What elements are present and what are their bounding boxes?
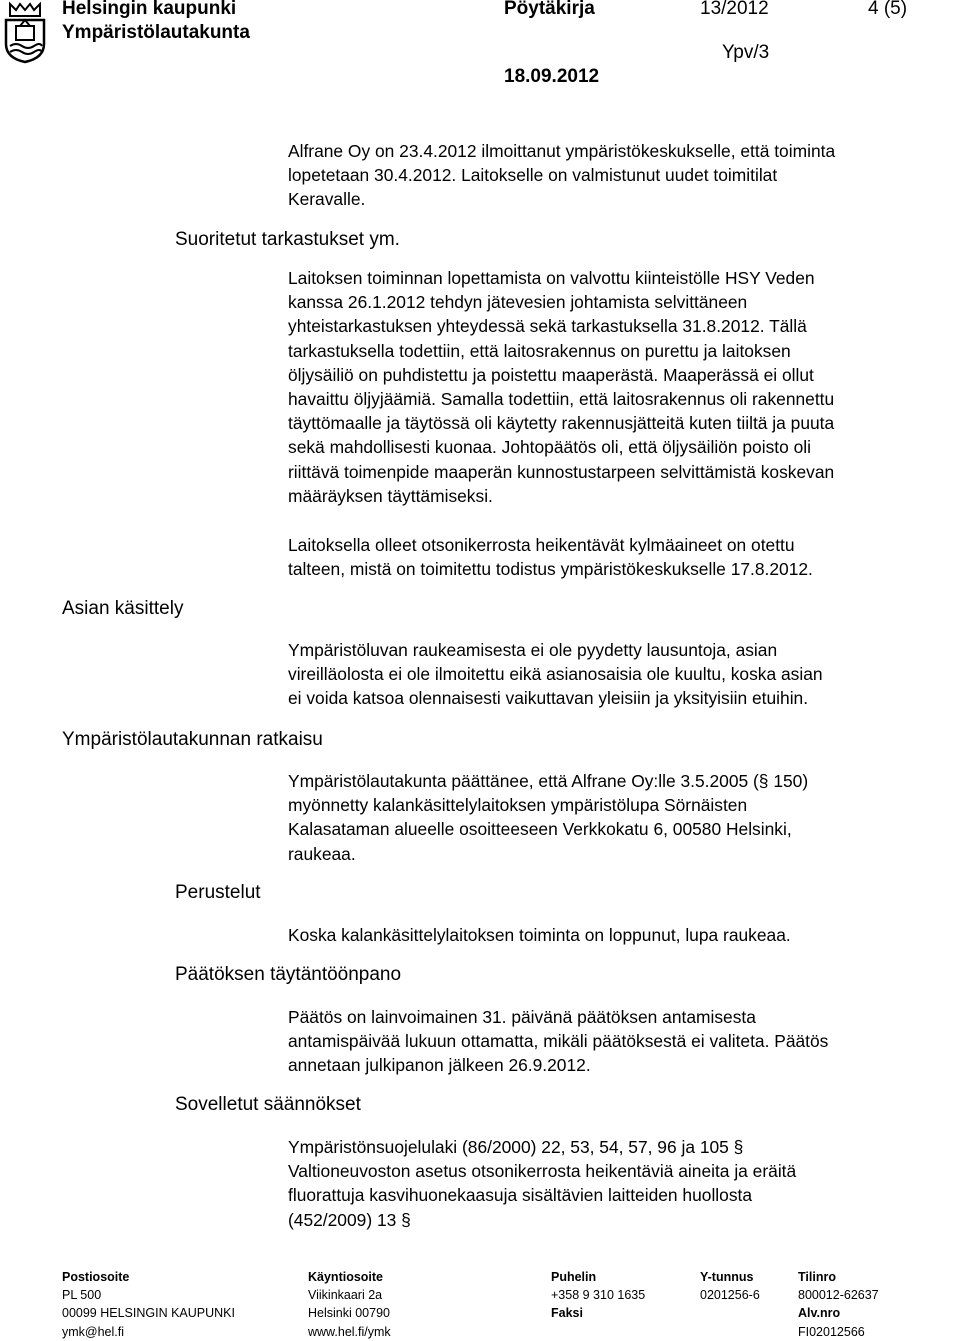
header-doc-type: Pöytäkirja	[504, 0, 595, 19]
text-line: Ympäristölautakunta päättänee, että Alfrane Oy:lle 3.5.2005 (§ 150)	[288, 771, 809, 791]
text-line: annetaan julkipanon jälkeen 26.9.2012.	[288, 1055, 591, 1076]
header-number: 13/2012	[700, 0, 769, 19]
enforcement-paragraph	[288, 1005, 948, 1078]
header-org: Helsingin kaupunki	[62, 0, 237, 19]
text-line: myönnetty kalankäsittelylaitoksen ympäristölupa Sörnäisten	[288, 795, 748, 816]
footer-postal-label: Postiosoite	[62, 1270, 130, 1284]
header-page: 4 (5)	[868, 0, 908, 19]
text-line: yhteistarkastuksen yhteydessä sekä tarkastuksella 31.8.2012. Tällä	[288, 316, 807, 337]
footer-vat-label: Alv.nro	[798, 1306, 841, 1321]
footer-visit	[308, 1268, 391, 1341]
inspections-label: Suoritetut tarkastukset ym.	[175, 229, 400, 250]
footer-postal	[62, 1268, 235, 1341]
text-line: Keravalle.	[288, 189, 366, 210]
text-line: sekä mahdollisesti kuonaa. Johtopäätös oli, että öljysäiliön poisto oli	[288, 437, 811, 458]
text-line: havaittu öljyjäämiä. Samalla todettiin, että laitosrakennus oli rakennettu	[288, 389, 835, 410]
header-section: Ypv/3	[722, 42, 770, 63]
footer-account-value: 800012-62637	[798, 1288, 879, 1303]
footer-account-label: Tilinro	[798, 1270, 836, 1284]
footer-visit-line: Viikinkaari 2a	[308, 1288, 383, 1303]
header-date: 18.09.2012	[504, 66, 600, 87]
text-line: fluorattuja kasvihuonekaasuja sisältävien laitteiden huollosta	[288, 1185, 753, 1206]
footer-business-id-value: 0201256-6	[700, 1288, 760, 1303]
footer-visit-line: Helsinki 00790	[308, 1306, 390, 1321]
helsinki-crest-icon	[2, 0, 48, 64]
text-line: ei voida katsoa olennaisesti vaikuttavan yleisiin ja yksityisiin etuihin.	[288, 688, 809, 709]
text-line: riittävä toimenpide maaperän kunnostustarpeen selvittämistä koskevan	[288, 461, 835, 482]
text-line: kanssa 26.1.2012 tehdyn jätevesien johtamista selvittäneen	[288, 292, 748, 313]
text-line: talteen, mistä on toimitettu todistus ympäristökeskukselle 17.8.2012.	[288, 559, 813, 580]
text-line: Päätös on lainvoimainen 31. päivänä päätöksen antamisesta	[288, 1007, 756, 1027]
text-line: tarkastuksella todettiin, että laitosrakennus on purettu ja laitoksen	[288, 340, 791, 361]
text-line: Alfrane Oy on 23.4.2012 ilmoittanut ympäristökeskukselle, että toiminta	[288, 141, 836, 161]
decision-paragraph	[288, 769, 948, 866]
refrigerants-paragraph	[288, 533, 948, 581]
enforcement-label: Päätöksen täytäntöönpano	[175, 964, 402, 985]
footer-visit-label: Käyntiosoite	[308, 1270, 384, 1284]
decision-label: Ympäristölautakunnan ratkaisu	[62, 729, 323, 750]
intro-paragraph	[288, 139, 948, 212]
text-line: Kalasataman alueelle osoitteeseen Verkkokatu 6, 00580 Helsinki,	[288, 819, 792, 840]
text-line: lopetetaan 30.4.2012. Laitokselle on valmistunut uudet toimitilat	[288, 165, 778, 186]
handling-paragraph	[288, 638, 948, 711]
text-line: Valtioneuvoston asetus otsonikerrosta heikentäviä aineita ja eräitä	[288, 1161, 797, 1182]
text-line: täyttömaalle ja täytössä oli käytetty rakennusjätteitä kuten tiiltä ja puuta	[288, 413, 835, 434]
footer-website-link[interactable]: www.hel.fi/ymk	[308, 1324, 391, 1339]
text-line: raukeaa.	[288, 843, 356, 864]
text-line: Ympäristönsuojelulaki (86/2000) 22, 53, 54, 57, 96 ja 105 §	[288, 1137, 744, 1157]
inspections-paragraph	[288, 266, 948, 508]
text-line: Ympäristöluvan raukeamisesta ei ole pyydetty lausuntoja, asian	[288, 640, 778, 660]
text-line: öljysäiliö on puhdistettu ja poistettu maaperästä. Maaperässä ei ollut	[288, 364, 814, 385]
footer-postal-line: 00099 HELSINGIN KAUPUNKI	[62, 1306, 235, 1321]
text-line: Laitoksen toiminnan lopettamista on valvottu kiinteistölle HSY Veden	[288, 268, 815, 288]
header-dept: Ympäristölautakunta	[62, 22, 250, 43]
text-line: (452/2009) 13 §	[288, 1209, 411, 1230]
footer-business-id-label: Y-tunnus	[700, 1270, 754, 1284]
provisions-paragraph	[288, 1135, 948, 1232]
text-line: Koska kalankäsittelylaitoksen toiminta on loppunut, lupa raukeaa.	[288, 925, 791, 945]
footer-phone	[551, 1268, 645, 1323]
grounds-label: Perustelut	[175, 882, 261, 903]
footer-account	[798, 1268, 879, 1341]
grounds-paragraph	[288, 923, 948, 947]
footer-phone-value: +358 9 310 1635	[551, 1288, 646, 1303]
handling-label: Asian käsittely	[62, 598, 184, 619]
footer-postal-line: PL 500	[62, 1288, 102, 1303]
text-line: antamispäivää lukuun ottamatta, mikäli päätöksestä ei valiteta. Päätös	[288, 1031, 829, 1052]
footer-vat-value: FI02012566	[798, 1324, 865, 1339]
provisions-label: Sovelletut säännökset	[175, 1094, 361, 1115]
footer-phone-label: Puhelin	[551, 1270, 597, 1284]
footer-business-id	[700, 1268, 760, 1304]
text-line: Laitoksella olleet otsonikerrosta heikentävät kylmäaineet on otettu	[288, 535, 795, 555]
text-line: vireilläolosta ei ole ilmoitettu eikä asianosaisia ole kuultu, koska asian	[288, 664, 823, 685]
footer-fax-label: Faksi	[551, 1306, 583, 1321]
text-line: määräyksen täyttämiseksi.	[288, 485, 493, 506]
footer-email-link[interactable]: ymk@hel.fi	[62, 1324, 125, 1339]
